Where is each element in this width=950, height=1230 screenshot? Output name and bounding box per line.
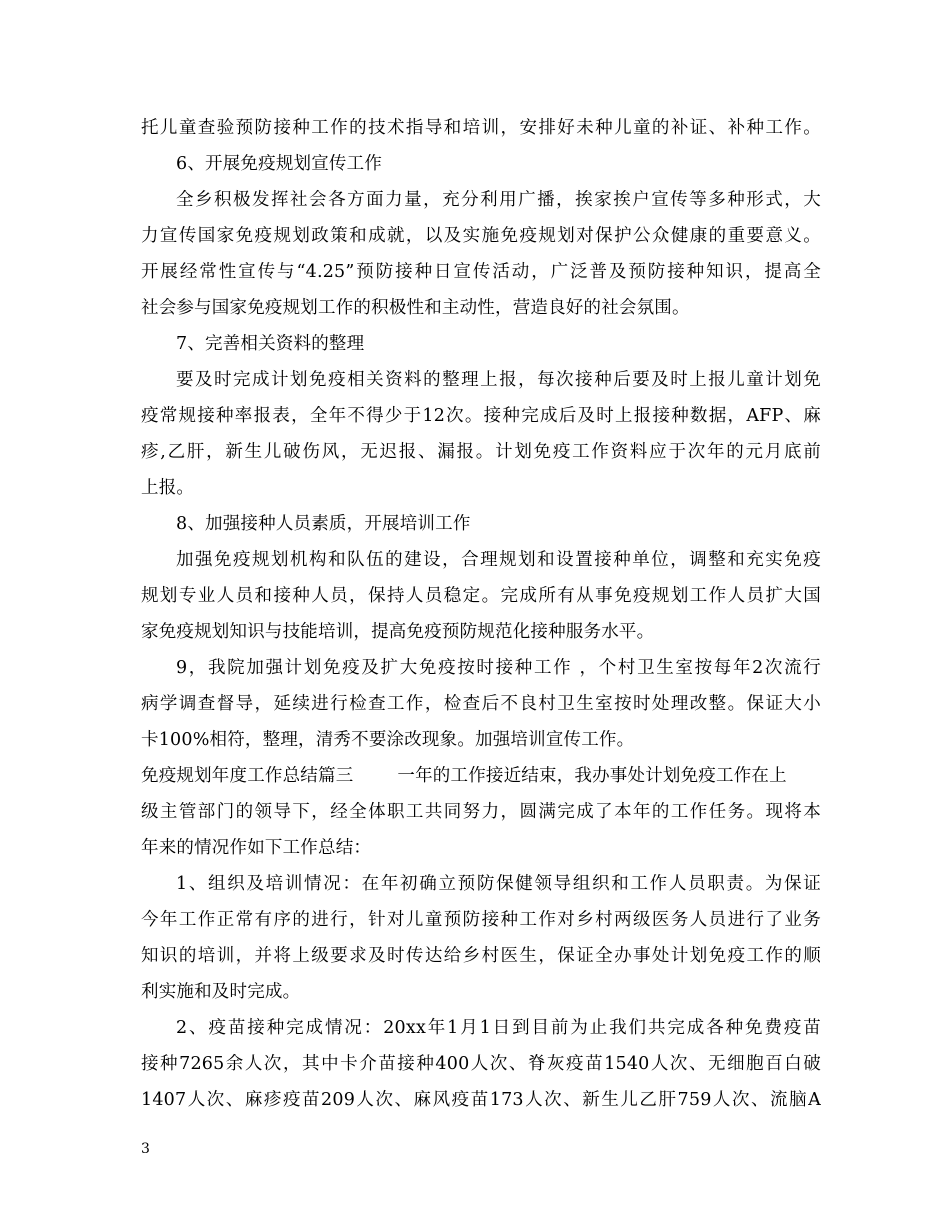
- section-heading-6: 6、开展免疫规划宣传工作: [176, 154, 383, 174]
- paragraph-line: 疫常规接种率报表，全年不得少于12次。接种完成后及时上报接种数据，AFP、麻: [141, 406, 821, 426]
- paragraph-line: 开展经常性宣传与“4.25”预防接种日宣传活动，广泛普及预防接种知识，提高全: [141, 262, 821, 282]
- section-title: 免疫规划年度工作总结篇三: [141, 766, 354, 786]
- paragraph-line: 卡100%相符，整理，清秀不要涂改现象。加强培训宣传工作。: [141, 730, 635, 750]
- paragraph-line: 力宣传国家免疫规划政策和成就，以及实施免疫规划对保护公众健康的重要意义。: [141, 226, 821, 246]
- paragraph-line: 1407人次、麻疹疫苗209人次、麻风疫苗173人次、新生儿乙肝759人次、流脑A: [141, 1090, 821, 1110]
- paragraph-line: 规划专业人员和接种人员，保持人员稳定。完成所有从事免疫规划工作人员扩大国: [141, 586, 821, 606]
- paragraph-line: 利实施和及时完成。: [141, 982, 301, 1002]
- section-title-line: [141, 765, 821, 787]
- paragraph-line: 要及时完成计划免疫相关资料的整理上报，每次接种后要及时上报儿童计划免: [176, 370, 821, 390]
- page-number: 3: [141, 1141, 150, 1157]
- paragraph-line: 加强免疫规划机构和队伍的建设，合理规划和设置接种单位，调整和充实免疫: [176, 550, 821, 570]
- paragraph-line: 家免疫规划知识与技能培训，提高免疫预防规范化接种服务水平。: [141, 622, 655, 642]
- section-heading-8: 8、加强接种人员素质，开展培训工作: [176, 514, 471, 534]
- paragraph-line: 上报。: [141, 478, 195, 498]
- paragraph-line: 9，我院加强计划免疫及扩大免疫按时接种工作 ，个村卫生室按每年2次流行: [176, 658, 821, 678]
- paragraph-line: 病学调查督导，延续进行检查工作，检查后不良村卫生室按时处理改整。保证大小: [141, 694, 821, 714]
- paragraph-line: 级主管部门的领导下，经全体职工共同努力，圆满完成了本年的工作任务。现将本: [141, 802, 821, 822]
- paragraph-line: 社会参与国家免疫规划工作的积极性和主动性，营造良好的社会氛围。: [141, 298, 690, 318]
- paragraph-text: 一年的工作接近结束，我办事处计划免疫工作在上: [397, 766, 787, 786]
- paragraph-line: 知识的培训，并将上级要求及时传达给乡村医生，保证全办事处计划免疫工作的顺: [141, 946, 821, 966]
- section-heading-7: 7、完善相关资料的整理: [176, 334, 365, 354]
- paragraph-line: 1、组织及培训情况：在年初确立预防保健领导组织和工作人员职责。为保证: [176, 874, 821, 894]
- paragraph-line: 疹,乙肝，新生儿破伤风，无迟报、漏报。计划免疫工作资料应于次年的元月底前: [141, 442, 821, 462]
- paragraph-line: 年来的情况作如下工作总结：: [141, 838, 372, 858]
- paragraph-line: 2、疫苗接种完成情况：20xx年1月1日到目前为止我们共完成各种免费疫苗: [176, 1018, 821, 1038]
- paragraph-line: 全乡积极发挥社会各方面力量，充分利用广播，挨家挨户宣传等多种形式，大: [176, 190, 821, 210]
- paragraph-line: 今年工作正常有序的进行，针对儿童预防接种工作对乡村两级医务人员进行了业务: [141, 910, 821, 930]
- paragraph-line: 接种7265余人次，其中卡介苗接种400人次、脊灰疫苗1540人次、无细胞百白破: [141, 1054, 821, 1074]
- paragraph-line: 托儿童查验预防接种工作的技术指导和培训，安排好未种儿童的补证、补种工作。: [141, 118, 821, 138]
